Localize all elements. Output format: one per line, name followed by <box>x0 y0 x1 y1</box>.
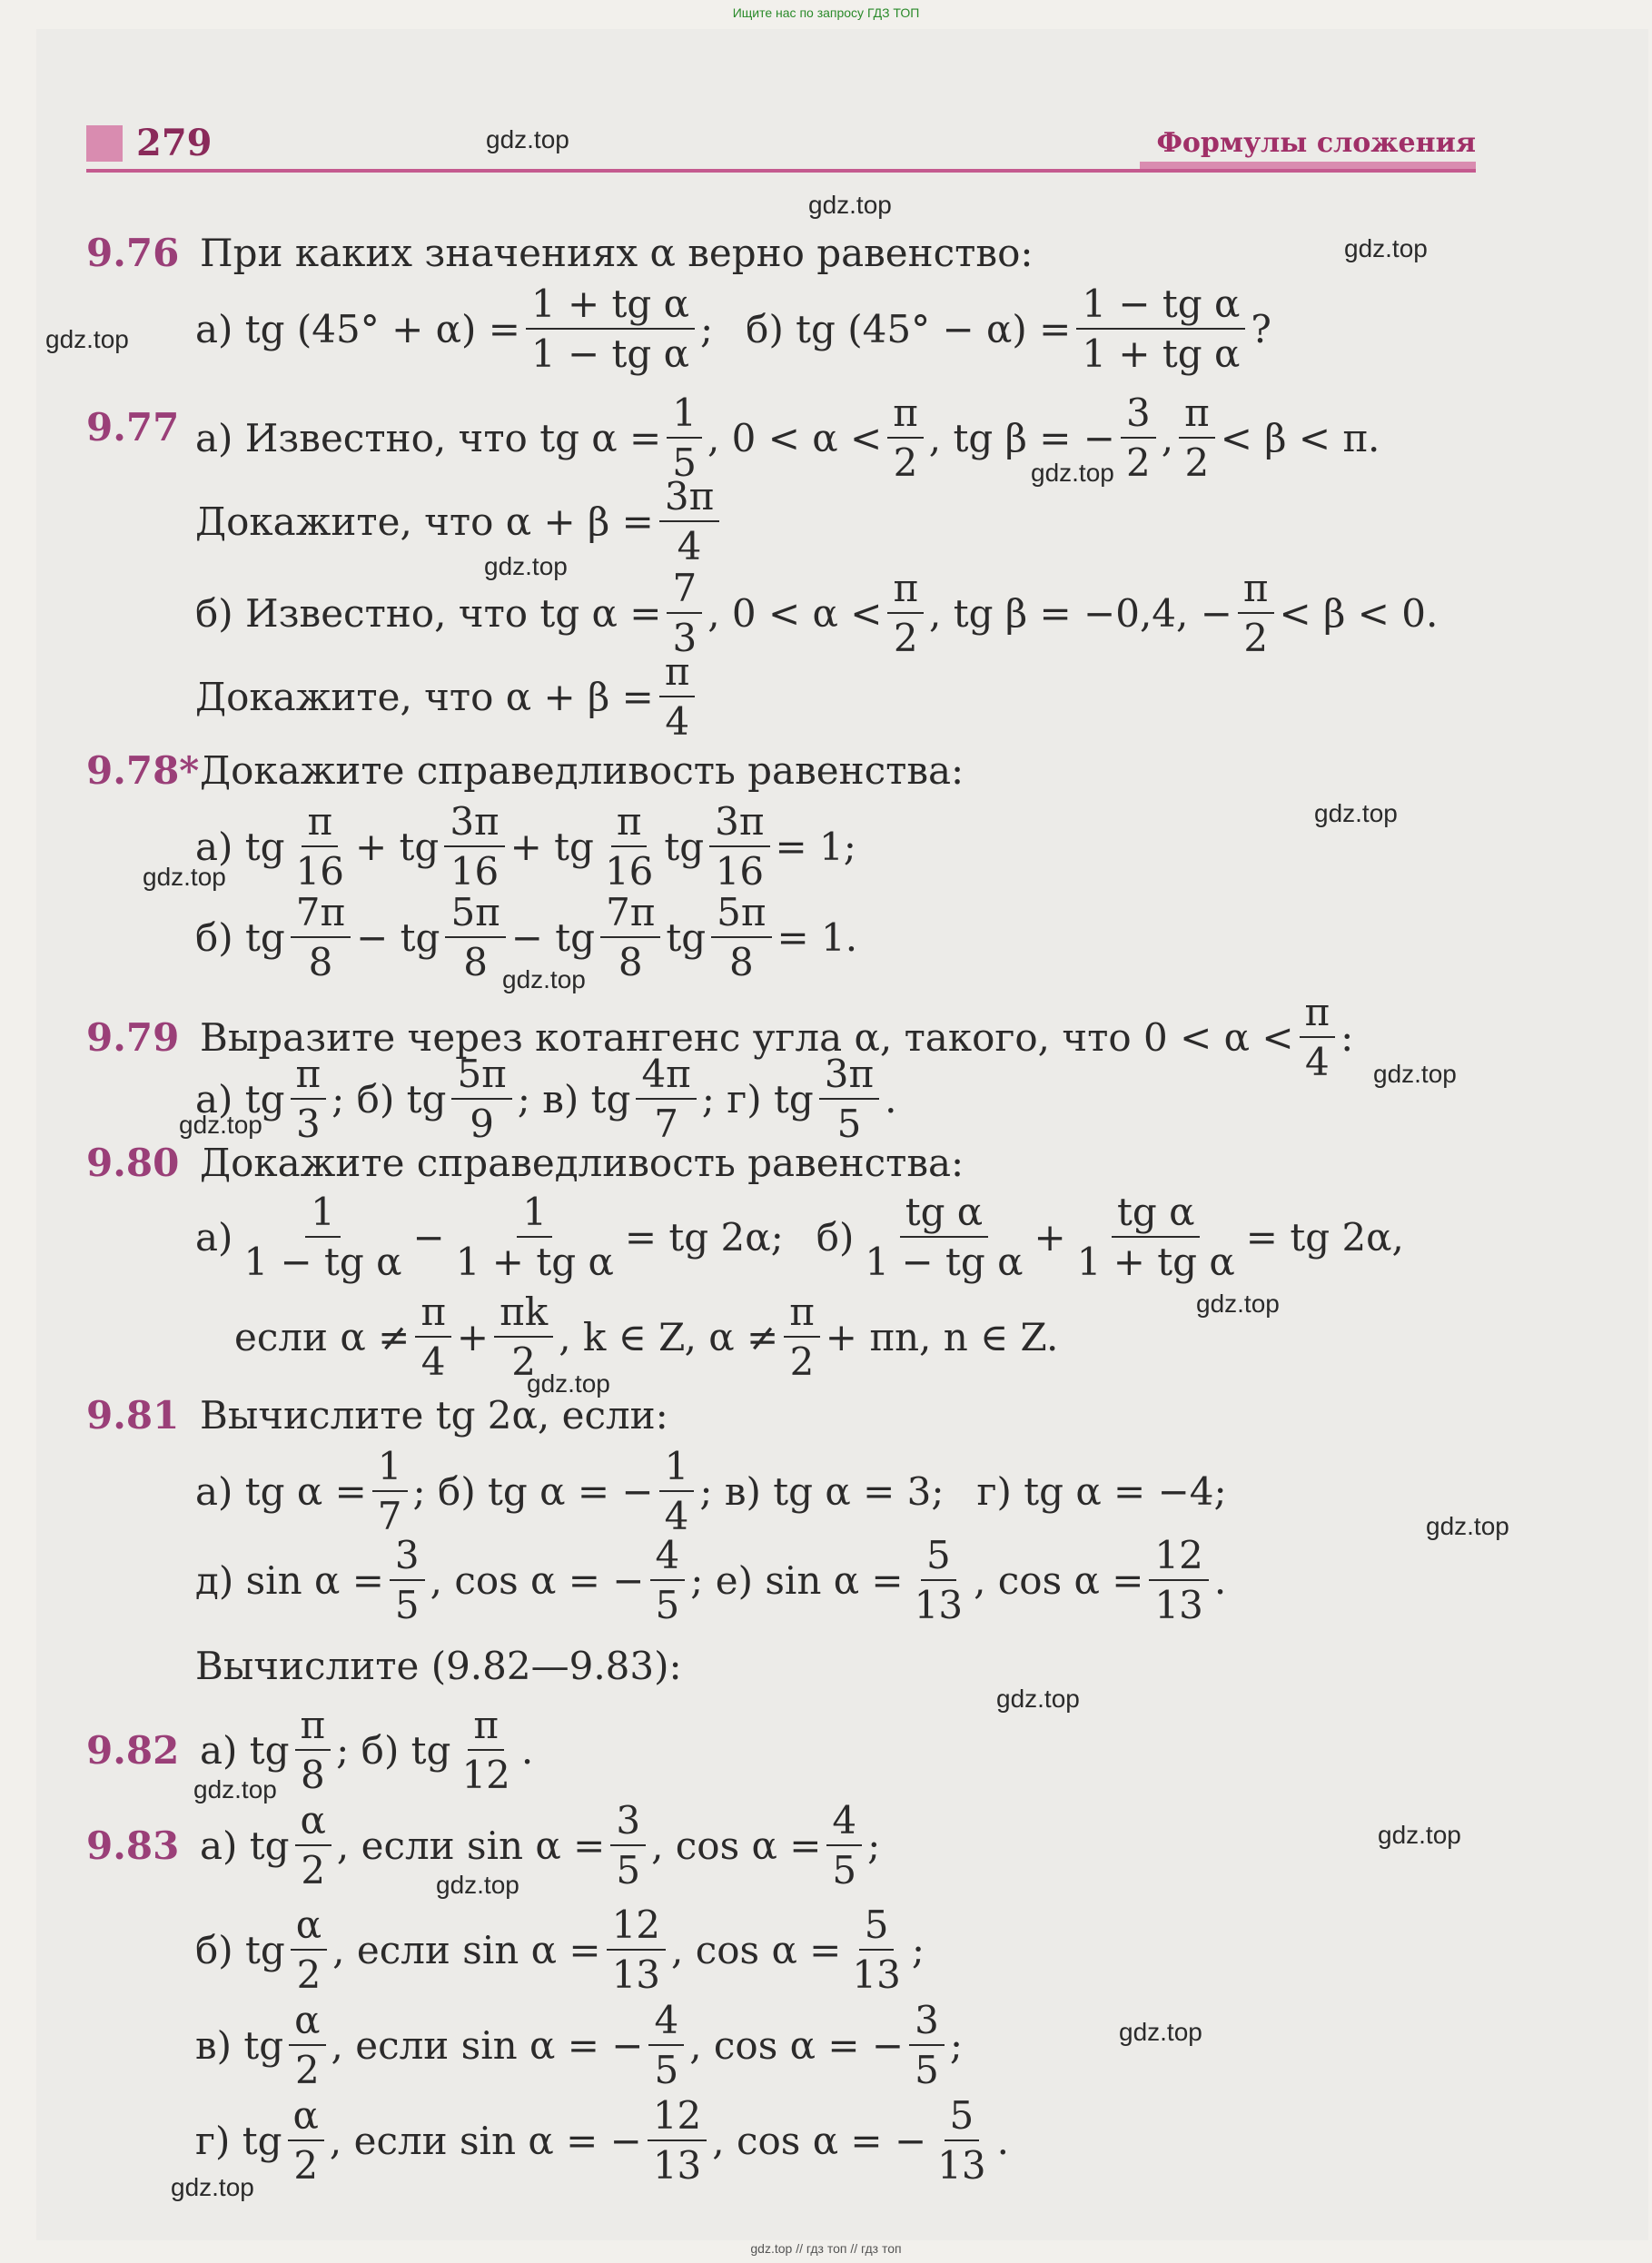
math-text: 13 <box>611 1952 661 1997</box>
math-text: 5 <box>672 440 697 485</box>
fraction <box>445 890 505 984</box>
problem-9-76-items <box>195 282 1271 376</box>
problem-number: 9.83 <box>86 1823 180 1868</box>
math-text: tg α <box>1112 1190 1200 1238</box>
fraction <box>636 1052 696 1146</box>
math-text: 5π <box>445 890 505 938</box>
math-text: 3π <box>444 799 504 847</box>
problem-9-83-a <box>86 1798 880 1892</box>
math-text: 5 <box>859 1902 895 1951</box>
fraction <box>289 1998 325 2092</box>
math-text: π <box>784 1290 820 1338</box>
math-text: + <box>456 1314 490 1359</box>
math-text: , cos α = − <box>689 2022 905 2068</box>
header-rule <box>86 169 1476 173</box>
math-text: 3 <box>390 1533 425 1581</box>
problem-9-81-row2 <box>195 1533 1226 1627</box>
watermark: gdz.top <box>1378 1821 1461 1849</box>
page-number: 279 <box>136 122 213 164</box>
math-text: , cos α = <box>974 1557 1144 1603</box>
math-text: 1 <box>517 1190 552 1238</box>
fraction <box>650 1533 686 1627</box>
math-text: 1 <box>659 1444 695 1492</box>
fraction <box>415 1290 451 1384</box>
watermark: gdz.top <box>1314 799 1398 827</box>
fraction <box>909 1998 945 2092</box>
math-text: 5 <box>655 1583 680 1627</box>
math-text: 8 <box>463 940 488 984</box>
fraction <box>288 2093 324 2188</box>
math-text: 1 <box>667 390 702 439</box>
fraction <box>451 1052 511 1146</box>
fraction <box>610 1798 646 1892</box>
fraction <box>887 566 924 660</box>
problem-number: 9.82 <box>86 1727 180 1773</box>
math-text: . <box>1213 1557 1227 1603</box>
math-text: а) <box>195 1214 233 1260</box>
math-text: 5 <box>836 1102 862 1146</box>
problem-9-80-condition <box>234 1290 1058 1384</box>
math-text: 4 <box>826 1798 862 1846</box>
fraction <box>887 390 924 485</box>
math-text: 16 <box>604 849 654 894</box>
math-text: 5 <box>945 2093 980 2141</box>
math-text: , cos α = − <box>430 1557 645 1603</box>
math-text: 4 <box>665 699 690 744</box>
problem-number: 9.81 <box>86 1393 180 1438</box>
math-text: 3 <box>672 616 697 660</box>
math-text: а) tg <box>195 1076 285 1122</box>
top-note: Ищите нас по запросу ГДЗ ТОП <box>732 5 920 20</box>
math-text: π <box>302 799 338 847</box>
fraction <box>494 1290 553 1384</box>
problem-9-78-b <box>195 890 857 984</box>
math-text: 13 <box>1154 1583 1203 1627</box>
math-text: д) sin α = <box>195 1557 384 1603</box>
fraction <box>1179 390 1215 485</box>
math-text: а) tg <box>200 1823 290 1868</box>
problem-number: 9.77 <box>86 405 180 450</box>
math-text: 5 <box>921 1533 956 1581</box>
math-text: π <box>887 566 924 614</box>
math-text: б) <box>816 1214 855 1260</box>
math-text: π <box>611 799 648 847</box>
watermark: gdz.top <box>808 191 892 219</box>
math-text: , cos α = − <box>712 2118 927 2163</box>
math-text: tg α <box>900 1190 988 1238</box>
math-text: 13 <box>937 2143 986 2188</box>
math-text: если α ≠ <box>234 1314 411 1359</box>
watermark: gdz.top <box>143 863 226 891</box>
problem-9-81 <box>86 1393 668 1438</box>
math-text: π <box>1179 390 1215 439</box>
fraction <box>667 390 702 485</box>
watermark: gdz.top <box>1344 234 1428 262</box>
math-text: 16 <box>450 849 500 894</box>
math-text: Докажите, что α + β = <box>195 499 654 544</box>
math-text: . <box>885 1076 897 1122</box>
math-text: 9 <box>470 1102 494 1146</box>
fraction <box>1300 990 1336 1084</box>
math-text: 13 <box>914 1583 964 1627</box>
math-text: б) tg <box>195 1927 285 1972</box>
math-text: 2 <box>1125 440 1151 485</box>
watermark: gdz.top <box>45 325 129 353</box>
math-text: г) tg <box>195 2118 282 2163</box>
fraction <box>291 799 350 894</box>
math-text: π <box>1300 990 1336 1038</box>
math-text: 2 <box>294 2048 320 2092</box>
math-text: 3π <box>709 799 769 847</box>
watermark: gdz.top <box>1373 1060 1457 1088</box>
math-text: ; <box>949 2022 963 2068</box>
math-text: + πn, n ∈ Z. <box>825 1314 1059 1359</box>
fraction <box>648 1998 684 2092</box>
math-text: 3 <box>1121 390 1156 439</box>
math-text: а) tg <box>200 1727 290 1773</box>
math-text: + tg <box>509 824 594 869</box>
math-text: tg <box>664 824 705 869</box>
fraction <box>295 1703 331 1797</box>
math-text: π <box>291 1052 327 1100</box>
math-text: , если sin α = <box>336 1823 606 1868</box>
fraction <box>390 1533 425 1627</box>
math-text: 8 <box>308 940 333 984</box>
math-text: 5π <box>451 1052 511 1100</box>
math-text: 2 <box>789 1339 815 1384</box>
math-text: 2 <box>1243 616 1269 660</box>
math-text: 7π <box>291 890 351 938</box>
watermark: gdz.top <box>502 965 586 993</box>
math-text: 5 <box>832 1848 857 1892</box>
watermark: gdz.top <box>1031 459 1114 487</box>
math-text: , cos α = <box>671 1927 842 1972</box>
fraction <box>909 1533 968 1627</box>
fraction <box>826 1798 862 1892</box>
math-text: 4 <box>677 524 702 568</box>
math-text: α <box>288 2093 324 2141</box>
math-text: а) tg <box>195 824 285 869</box>
math-text: Докажите справедливость равенства: <box>200 1141 964 1185</box>
fraction <box>667 566 702 660</box>
fraction <box>932 2093 991 2188</box>
math-text: = 1; <box>775 824 856 869</box>
math-text: 12 <box>461 1753 510 1797</box>
math-text: 2 <box>893 440 918 485</box>
fraction <box>456 1703 515 1797</box>
page-number-marker <box>86 125 123 162</box>
math-text: 16 <box>295 849 344 894</box>
problem-number: 9.78* <box>86 748 200 793</box>
math-text: 12 <box>1149 1533 1208 1581</box>
page-header <box>86 118 1476 173</box>
math-text: π <box>887 390 924 439</box>
math-text: 3π <box>659 474 719 522</box>
watermark: gdz.top <box>436 1871 519 1899</box>
math-text: . <box>520 1727 534 1773</box>
fraction <box>846 1902 905 1997</box>
problem-number: 9.76 <box>86 231 180 275</box>
math-text: , 0 < α < <box>707 590 883 636</box>
watermark: gdz.top <box>1196 1290 1280 1318</box>
math-text: ; г) tg <box>701 1076 814 1122</box>
math-text: π <box>1238 566 1274 614</box>
watermark: gdz.top <box>1426 1512 1509 1540</box>
fraction <box>1238 566 1274 660</box>
math-text: ; в) tg α = 3; <box>699 1468 945 1514</box>
math-text: 3π <box>819 1052 879 1100</box>
math-text: 5 <box>654 2048 679 2092</box>
fraction <box>1149 1533 1208 1627</box>
problem-9-82 <box>86 1703 533 1797</box>
math-text: 1 − tg α <box>530 331 689 376</box>
math-text: 1 − tg α <box>865 1240 1024 1284</box>
problem-9-77 <box>86 405 200 450</box>
math-text: 3 <box>610 1798 646 1846</box>
problem-9-83-d <box>195 2093 1009 2188</box>
math-text: 12 <box>607 1902 666 1951</box>
math-text: Вычислите (9.82—9.83): <box>195 1644 682 1688</box>
math-text: 2 <box>301 1848 326 1892</box>
watermark: gdz.top <box>171 2173 254 2201</box>
math-text: ; <box>911 1927 925 1972</box>
math-text: б) Известно, что tg α = <box>195 590 662 636</box>
math-text: 7π <box>600 890 660 938</box>
math-text: : <box>1340 1014 1354 1060</box>
math-text: πk <box>494 1290 553 1338</box>
math-text: ; е) sin α = <box>690 1557 904 1603</box>
math-text: ; б) tg <box>336 1727 451 1773</box>
math-text: 8 <box>300 1753 325 1797</box>
fraction <box>1076 282 1245 376</box>
problem-text: Докажите справедливость равенства: <box>200 748 964 793</box>
math-text: 2 <box>893 616 918 660</box>
problem-number: 9.79 <box>86 1014 180 1060</box>
fraction <box>291 890 351 984</box>
math-text: а) Известно, что tg α = <box>195 415 662 460</box>
math-text: 1 + tg α <box>455 1240 614 1284</box>
math-text: а) tg α = <box>195 1468 367 1514</box>
math-text: − tg <box>356 914 440 960</box>
math-text: 1 + tg α <box>1082 331 1241 376</box>
math-text: = tg 2α; <box>624 1214 784 1260</box>
math-text: 8 <box>728 940 754 984</box>
math-text: − <box>412 1214 445 1260</box>
math-text: , tg β = −0,4, − <box>929 590 1232 636</box>
fraction <box>659 649 696 744</box>
fraction <box>1121 390 1156 485</box>
math-text: 4 <box>664 1494 689 1538</box>
watermark: gdz.top <box>179 1111 262 1139</box>
fraction <box>600 890 660 984</box>
fraction <box>291 1052 327 1146</box>
math-text: π <box>415 1290 451 1338</box>
math-text: , если sin α = − <box>331 2022 644 2068</box>
math-text: = tg 2α, <box>1245 1214 1404 1260</box>
math-text: 1 <box>372 1444 408 1492</box>
math-text: ; б) tg α = − <box>412 1468 654 1514</box>
math-text: ? <box>1251 306 1271 351</box>
math-text: 5π <box>711 890 771 938</box>
math-text: 1 <box>305 1190 341 1238</box>
fraction <box>599 799 658 894</box>
math-text: α <box>289 1998 325 2046</box>
watermark: gdz.top <box>527 1369 610 1398</box>
math-text: 5 <box>915 2048 939 2092</box>
math-text: 1 − tg α <box>243 1240 402 1284</box>
fraction <box>450 1190 619 1284</box>
math-text: π <box>468 1703 504 1751</box>
math-text: , k ∈ Z, α ≠ <box>559 1314 779 1359</box>
math-text: 13 <box>652 2143 702 2188</box>
math-text: α <box>291 1902 327 1951</box>
problem-9-80 <box>86 1141 964 1185</box>
fraction <box>372 1444 408 1538</box>
math-text: 13 <box>852 1952 901 1997</box>
math-text: < β < 0. <box>1279 590 1439 636</box>
problem-9-78 <box>86 748 964 793</box>
problem-9-78-a <box>195 799 856 894</box>
math-text: 7 <box>377 1494 402 1538</box>
math-text: 16 <box>715 849 765 894</box>
problem-9-77-a-prove <box>195 474 725 568</box>
fraction <box>784 1290 820 1384</box>
calc-instruction <box>195 1644 682 1688</box>
math-text: 12 <box>648 2093 707 2141</box>
math-text: + <box>1034 1214 1066 1260</box>
math-text: 1 + tg α <box>526 282 695 330</box>
math-text: ; в) tg <box>517 1076 631 1122</box>
math-text: 7 <box>654 1102 678 1146</box>
fraction <box>607 1902 666 1997</box>
watermark: gdz.top <box>193 1775 277 1803</box>
fraction <box>295 1798 331 1892</box>
math-text: , <box>1161 415 1174 460</box>
section-title: Формулы сложения <box>1156 127 1476 159</box>
math-text: ; б) tg <box>331 1076 447 1122</box>
math-text: 3 <box>295 1102 321 1146</box>
problem-9-77-b-prove <box>195 649 700 744</box>
fraction <box>648 2093 707 2188</box>
problem-9-77-b <box>195 566 1438 660</box>
math-text: α <box>295 1798 331 1846</box>
math-text: , 0 < α < <box>707 415 883 460</box>
math-text: 1 + tg α <box>1076 1240 1235 1284</box>
math-text: , если sin α = − <box>329 2118 642 2163</box>
problem-9-77-a <box>195 390 1380 485</box>
item-a: а) tg (45° + α) = <box>195 306 520 351</box>
fraction <box>709 799 769 894</box>
math-text: 4 <box>648 1998 684 2046</box>
fraction <box>238 1190 407 1284</box>
math-text: , tg β = − <box>928 415 1115 460</box>
math-text: Докажите, что α + β = <box>195 674 654 719</box>
watermark: gdz.top <box>484 552 568 580</box>
math-text: б) tg <box>195 914 285 960</box>
math-text: π <box>659 649 696 697</box>
problem-text: При каких значениях α верно равенство: <box>200 231 1034 275</box>
math-text: 4 <box>650 1533 686 1581</box>
watermark: gdz.top <box>996 1685 1080 1713</box>
fraction <box>291 1902 327 1997</box>
math-text: 5 <box>616 1848 641 1892</box>
math-text: 3 <box>909 1998 945 2046</box>
item-b: б) tg (45° − α) = <box>746 306 1072 351</box>
math-text: ; <box>700 306 714 351</box>
math-text: г) tg α = −4; <box>976 1468 1227 1514</box>
math-text: 1 − tg α <box>1076 282 1245 330</box>
math-text: Вычислите tg 2α, если: <box>200 1393 668 1438</box>
fraction <box>859 1190 1028 1284</box>
fraction <box>444 799 504 894</box>
math-text: , если sin α = <box>332 1927 601 1972</box>
math-text: 2 <box>511 1339 537 1384</box>
math-text: 8 <box>618 940 643 984</box>
math-text: 2 <box>296 1952 321 1997</box>
fraction <box>1072 1190 1241 1284</box>
fraction <box>819 1052 879 1146</box>
watermark: gdz.top <box>486 125 569 153</box>
math-text: tg <box>666 914 707 960</box>
math-text: в) tg <box>195 2022 284 2068</box>
fraction <box>711 890 771 984</box>
math-text: + tg <box>355 824 440 869</box>
problem-9-83-b <box>195 1902 925 1997</box>
problem-9-83-c <box>195 1998 963 2092</box>
math-text: π <box>295 1703 331 1751</box>
math-text: − tg <box>510 914 596 960</box>
math-text: 4 <box>420 1339 446 1384</box>
fraction <box>659 474 719 568</box>
math-text: 4 <box>1304 1040 1330 1084</box>
math-text: ; <box>867 1823 881 1868</box>
math-text: 4π <box>636 1052 696 1100</box>
problem-9-80-items <box>195 1190 1404 1284</box>
math-text: Выразите через котангенс угла α, такого, что 0 < α < <box>200 1014 1294 1060</box>
bottom-note: gdz.top // гдз топ // гдз топ <box>750 2241 902 2256</box>
problem-9-79-items <box>195 1052 896 1146</box>
fraction <box>659 1444 695 1538</box>
problem-9-81-row1 <box>195 1444 1227 1538</box>
math-text: . <box>996 2118 1009 2163</box>
math-text: = 1. <box>777 914 858 960</box>
math-text: 2 <box>1184 440 1210 485</box>
math-text: 2 <box>293 2143 319 2188</box>
math-text: < β < π. <box>1220 415 1380 460</box>
watermark: gdz.top <box>1119 2018 1202 2046</box>
problem-9-76 <box>86 231 1034 275</box>
math-text: 7 <box>667 566 702 614</box>
math-text: 5 <box>394 1583 420 1627</box>
fraction <box>526 282 695 376</box>
math-text: , cos α = <box>651 1823 822 1868</box>
problem-number: 9.80 <box>86 1141 180 1185</box>
